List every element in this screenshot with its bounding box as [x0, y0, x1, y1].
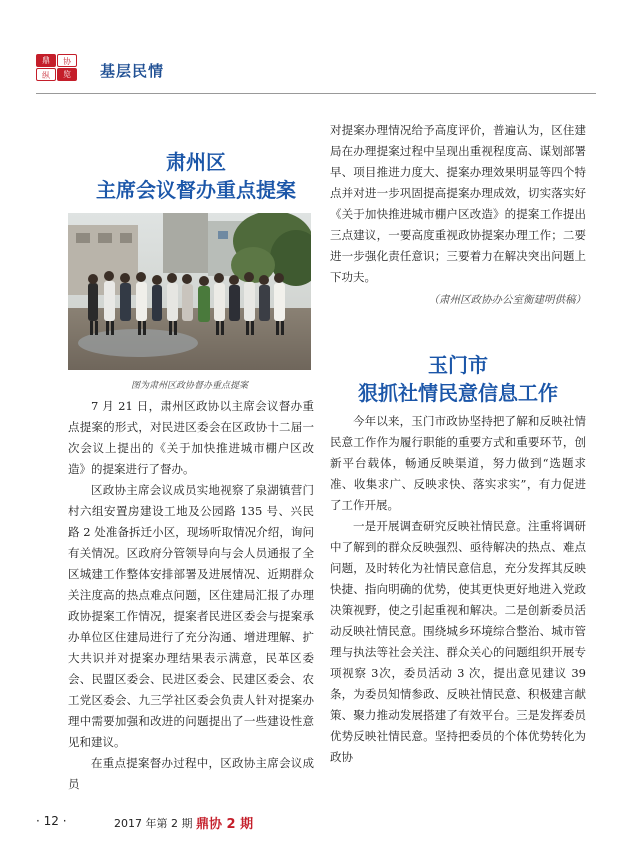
magazine-logo: [36, 54, 88, 88]
magazine-name: 鼎协 2 期: [196, 817, 254, 832]
section-title: 基层民情: [100, 62, 165, 80]
headline-location: 肃州区: [166, 150, 226, 174]
logo-char: 鼎: [36, 54, 56, 67]
body-paragraph: 区政协主席会议成员实地视察了泉湖镇营门村六组安置房建设工地及公园路 135 号、兴民路 2 处准备拆迁小区，现场听取情况介绍，询问有关情况。区政府分管领导向与会人员通报了全区城建工作整体安排部署及进展情况、近期群众关注度高的热点难点问题，区住建局汇报了办理政协提案工作情况，提案者民进区委会与提案承办单位区住建局进行了充分沟通、增进理解、扩大共识并对提案办理结果表示满意，民革区委会、民盟区委会、民进区委会、民建区委会、农工党区委会、九三学社区委会负责人针对提案办理中需要加强和改进的问题提出了一些建设性意见和建议。: [68, 483, 314, 749]
headline-title: 主席会议督办重点提案: [96, 178, 296, 202]
article-body-left: [68, 396, 314, 795]
article-headline-suzhou: [66, 148, 326, 204]
article-headline-yumen: [330, 351, 586, 407]
logo-char: 协: [57, 54, 77, 67]
page-footer: [36, 812, 596, 832]
article-credit: （肃州区政协办公室衡建明供稿）: [428, 294, 586, 306]
body-paragraph: 一是开展调查研究反映社情民意。注重将调研中了解到的群众反映强烈、亟待解决的热点、难点问题，及时转化为社情民意信息，充分发挥其反映快捷、指向明确的优势，使其更快更好地进入党政决策视野，使之引起重视和解决。二是创新委员活动反映社情民意。围绕城乡环境综合整治、城市管理与执法等社会关注、群众关心的问题组织开展专项视察 3次，委员活动 3 次，提出意见建议 39 条，为委员知情参政、反映社情民意、积极建言献策、聚力推动发展搭建了有效平台。三是发挥委员优势反映社情民意。坚持把委员的个体优势转化为政协: [330, 519, 586, 764]
article-photo: [68, 213, 311, 370]
photo-caption: 图为肃州区政协督办重点提案: [130, 381, 248, 391]
header-divider: [36, 93, 596, 94]
page-number: · 12 ·: [36, 814, 67, 828]
headline-title: 狠抓社情民意信息工作: [358, 381, 558, 405]
issue-label: 2017 年第 2 期: [114, 817, 193, 830]
headline-location: 玉门市: [428, 353, 488, 377]
photo-group-inspection: [68, 213, 311, 370]
page-header: [36, 54, 596, 94]
body-paragraph: 7 月 21 日，肃州区政协以主席会议督办重点提案的形式，对民进区委会在区政协十二届一次会议上提出的《关于加快推进城市棚户区改造》的提案进行了督办。: [68, 399, 314, 476]
logo-char: 览: [57, 68, 77, 81]
logo-char: 纵: [36, 68, 56, 81]
body-paragraph: 今年以来，玉门市政协坚持把了解和反映社情民意工作作为履行职能的重要方式和重要环节，创新平台载体，畅通反映渠道，努力做到“选题求准、收集求广、反映求快、落实求实”，有力促进了工作开展。: [330, 414, 586, 512]
article-body-right: [330, 411, 586, 768]
article-body-right-continued: [330, 120, 586, 311]
body-paragraph: 在重点提案督办过程中，区政协主席会议成员: [68, 756, 314, 791]
body-paragraph: 对提案办理情况给予高度评价，普遍认为，区住建局在办理提案过程中呈现出重视程度高、谋划部署早、项目推进力度大、提案办理效果明显等四个特点并对进一步巩固提高提案办理成效，切实落实好《关于加快推进城市棚户区改造》的提案工作提出三点建议，一要高度重视政协提案办理工作；二要进一步强化责任意识；三要着力在解决突出问题上下功夫。: [330, 123, 586, 284]
